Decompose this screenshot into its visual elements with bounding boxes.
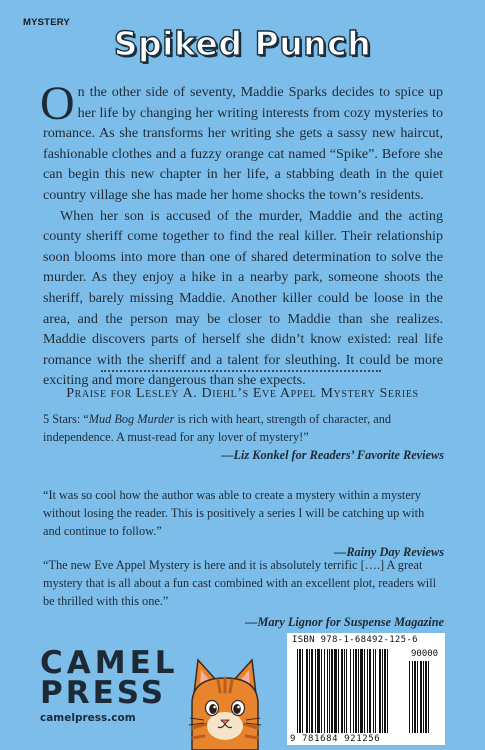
synopsis	[40, 77, 443, 391]
publisher-name-line2: PRESS	[40, 675, 167, 711]
dotted-divider	[101, 370, 381, 372]
price-code: 90000	[411, 649, 439, 659]
review-1-prefix: 5 Stars: “	[43, 412, 89, 426]
review-3-quote: “The new Eve Appel Mystery is here and it is absolutely terrific [….] A great mystery that is all about a fun cast combined with an excellent plot, readers will be thrilled with this one.”	[43, 558, 437, 608]
barcode-icon	[287, 633, 445, 745]
isbn-number: ISBN 978-1-68492-125-6	[292, 635, 418, 645]
drop-cap: O	[40, 77, 75, 130]
review-2-attribution: —Rainy Day Reviews	[334, 545, 444, 559]
review-1-attribution: —Liz Konkel for Readers’ Favorite Reviews	[221, 448, 444, 462]
synopsis-text-1: n the other side of seventy, Maddie Sparks decides to spice up her life by changing her writing interests from cozy mysteries to romance. As she transforms her writing she gets a sassy new haircut, fashionable clothes and a fuzzy orange cat named “Spike”. Before she can begin this new chapter in her life, a stabbing death in the quiet country village she has made her home shocks the town’s residents.	[43, 84, 443, 203]
praise-header: Praise for Lesley A. Diehl’s Eve Appel Mystery Series	[66, 386, 419, 401]
publisher-logo	[40, 645, 179, 726]
synopsis-paragraph-2: When her son is accused of the murder, Maddie and the acting county sheriff come together to find the real killer. Their relationship soon blooms into more than one of shared determination to solve the murder. As they enjoy a hike in a nearby park, someone shoots the sheriff, barely missing Maddie. Another killer could be loose in the area, and the person may be closer to Maddie than she realizes. Maddie discovers parts of herself she didn’t know existed: real life romance with the sheriff and a talent for sleuthing. It could be more exciting and more dangerous than she expects.	[43, 207, 443, 389]
review-1-text: is rich with heart, strength of character, and independence. A must-read for any lover of mystery!”	[43, 412, 392, 444]
genre-label: MYSTERY	[23, 17, 70, 28]
publisher-url: camelpress.com	[40, 712, 136, 724]
ean-number: 9 781684 921256	[290, 734, 381, 744]
orange-cat-icon	[186, 658, 264, 750]
review-2	[43, 486, 444, 561]
book-title: Spiked Punch	[113, 24, 372, 63]
publisher-name-line1: CAMEL	[40, 645, 179, 681]
synopsis-paragraph-1	[40, 77, 443, 206]
review-1-quote	[43, 410, 444, 446]
isbn-barcode	[287, 633, 445, 745]
review-3-attribution: —Mary Lignor for Suspense Magazine	[245, 615, 444, 629]
review-3	[43, 556, 444, 631]
review-1	[43, 410, 444, 464]
review-1-book-title: Mud Bog Murder	[88, 412, 175, 426]
review-2-quote: “It was so cool how the author was able to create a mystery within a mystery without losing the reader. This is positively a series I will be catching up with and continue to follow.”	[43, 488, 425, 538]
